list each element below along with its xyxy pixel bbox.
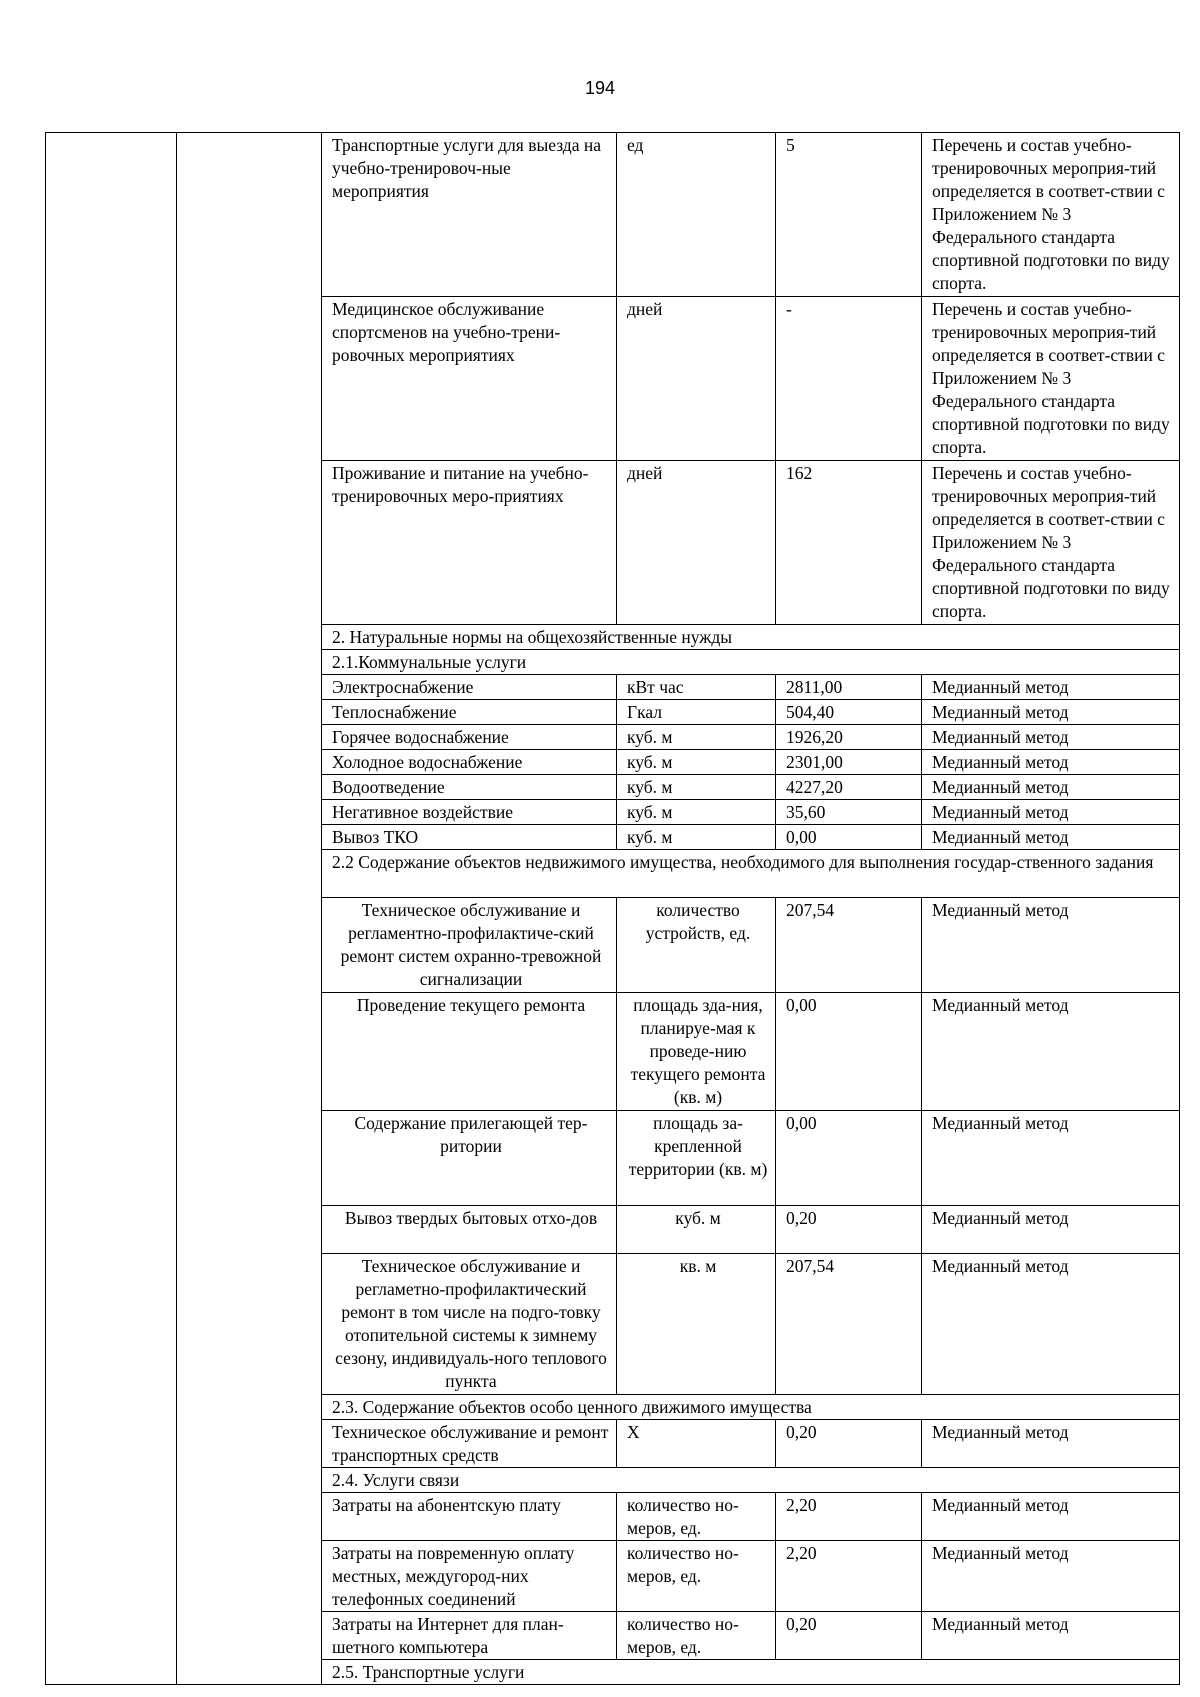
section-heading: 2.3. Содержание объектов особо ценного движимого имущества bbox=[322, 1395, 1180, 1420]
page-number: 194 bbox=[584, 78, 616, 98]
value-cell: 35,60 bbox=[776, 800, 922, 825]
section-heading: 2.1.Коммунальные услуги bbox=[322, 650, 1180, 675]
item-name-cell: Затраты на Интернет для план-шетного компьютера bbox=[322, 1612, 617, 1660]
item-name-cell: Затраты на повременную оплату местных, междугород-них телефонных соединений bbox=[322, 1541, 617, 1612]
value-cell: 2811,00 bbox=[776, 675, 922, 700]
value-cell: 5 bbox=[776, 133, 922, 297]
value-cell: 0,20 bbox=[776, 1420, 922, 1468]
value-cell: 2,20 bbox=[776, 1493, 922, 1541]
blank-column-2 bbox=[177, 133, 322, 1685]
value-cell: 0,20 bbox=[776, 1206, 922, 1254]
value-cell: 1926,20 bbox=[776, 725, 922, 750]
value-cell: 2301,00 bbox=[776, 750, 922, 775]
item-name-cell: Содержание прилегающей тер-ритории bbox=[322, 1111, 617, 1206]
value-cell: 162 bbox=[776, 461, 922, 625]
unit-cell: площадь зда-ния, планируе-мая к проведе-нию текущего ремонта (кв. м) bbox=[617, 993, 776, 1111]
method-cell: Медианный метод bbox=[922, 800, 1180, 825]
unit-cell: площадь за-крепленной территории (кв. м) bbox=[617, 1111, 776, 1206]
value-cell: 2,20 bbox=[776, 1541, 922, 1612]
unit-cell: куб. м bbox=[617, 775, 776, 800]
blank-column-1 bbox=[46, 133, 177, 1685]
item-name-cell: Медицинское обслуживание спортсменов на учебно-трени-ровочных мероприятиях bbox=[322, 297, 617, 461]
method-cell: Медианный метод bbox=[922, 1541, 1180, 1612]
item-name-cell: Техническое обслуживание и регламентно-профилактиче-ский ремонт систем охранно-тревожной сигнализации bbox=[322, 898, 617, 993]
method-cell: Медианный метод bbox=[922, 1254, 1180, 1395]
method-cell: Медианный метод bbox=[922, 750, 1180, 775]
unit-cell: ед bbox=[617, 133, 776, 297]
unit-cell: Гкал bbox=[617, 700, 776, 725]
method-cell: Медианный метод bbox=[922, 675, 1180, 700]
item-name-cell: Транспортные услуги для выезда на учебно-тренировоч-ные мероприятия bbox=[322, 133, 617, 297]
item-name-cell: Вывоз твердых бытовых отхо-дов bbox=[322, 1206, 617, 1254]
unit-cell: Х bbox=[617, 1420, 776, 1468]
item-name-cell: Техническое обслуживание и ремонт транспортных средств bbox=[322, 1420, 617, 1468]
norms-table bbox=[45, 132, 1180, 1685]
unit-cell: количество но-меров, ед. bbox=[617, 1612, 776, 1660]
unit-cell: количество но-меров, ед. bbox=[617, 1541, 776, 1612]
method-cell: Медианный метод bbox=[922, 825, 1180, 850]
method-cell: Перечень и состав учебно-тренировочных мероприя-тий определяется в соответ-ствии с Приложением № 3 Федерального стандарта спортивной подготовки по виду спорта. bbox=[922, 133, 1180, 297]
value-cell: - bbox=[776, 297, 922, 461]
unit-cell: кв. м bbox=[617, 1254, 776, 1395]
table-row bbox=[46, 133, 1180, 297]
value-cell: 207,54 bbox=[776, 1254, 922, 1395]
method-cell: Медианный метод bbox=[922, 898, 1180, 993]
method-cell: Перечень и состав учебно-тренировочных мероприя-тий определяется в соответ-ствии с Приложением № 3 Федерального стандарта спортивной подготовки по виду спорта. bbox=[922, 297, 1180, 461]
section-heading: 2. Натуральные нормы на общехозяйственные нужды bbox=[322, 625, 1180, 650]
item-name-cell: Водоотведение bbox=[322, 775, 617, 800]
method-cell: Медианный метод bbox=[922, 1493, 1180, 1541]
value-cell: 0,00 bbox=[776, 1111, 922, 1206]
unit-cell: дней bbox=[617, 461, 776, 625]
item-name-cell: Холодное водоснабжение bbox=[322, 750, 617, 775]
method-cell: Медианный метод bbox=[922, 700, 1180, 725]
unit-cell: куб. м bbox=[617, 800, 776, 825]
item-name-cell: Электроснабжение bbox=[322, 675, 617, 700]
unit-cell: куб. м bbox=[617, 750, 776, 775]
method-cell: Медианный метод bbox=[922, 775, 1180, 800]
value-cell: 0,00 bbox=[776, 825, 922, 850]
unit-cell: количество устройств, ед. bbox=[617, 898, 776, 993]
item-name-cell: Проживание и питание на учебно-тренировочных меро-приятиях bbox=[322, 461, 617, 625]
value-cell: 0,00 bbox=[776, 993, 922, 1111]
method-cell: Медианный метод bbox=[922, 1111, 1180, 1206]
method-cell: Медианный метод bbox=[922, 1420, 1180, 1468]
method-cell: Медианный метод bbox=[922, 1612, 1180, 1660]
section-heading: 2.5. Транспортные услуги bbox=[322, 1660, 1180, 1685]
unit-cell: кВт час bbox=[617, 675, 776, 700]
item-name-cell: Горячее водоснабжение bbox=[322, 725, 617, 750]
value-cell: 4227,20 bbox=[776, 775, 922, 800]
value-cell: 207,54 bbox=[776, 898, 922, 993]
item-name-cell: Теплоснабжение bbox=[322, 700, 617, 725]
item-name-cell: Вывоз ТКО bbox=[322, 825, 617, 850]
section-heading: 2.4. Услуги связи bbox=[322, 1468, 1180, 1493]
method-cell: Медианный метод bbox=[922, 1206, 1180, 1254]
item-name-cell: Затраты на абонентскую плату bbox=[322, 1493, 617, 1541]
section-heading: 2.2 Содержание объектов недвижимого имущества, необходимого для выполнения государ-ственного задания bbox=[322, 850, 1180, 898]
method-cell: Перечень и состав учебно-тренировочных мероприя-тий определяется в соответ-ствии с Приложением № 3 Федерального стандарта спортивной подготовки по виду спорта. bbox=[922, 461, 1180, 625]
value-cell: 504,40 bbox=[776, 700, 922, 725]
unit-cell: куб. м bbox=[617, 825, 776, 850]
method-cell: Медианный метод bbox=[922, 993, 1180, 1111]
method-cell: Медианный метод bbox=[922, 725, 1180, 750]
unit-cell: количество но-меров, ед. bbox=[617, 1493, 776, 1541]
unit-cell: дней bbox=[617, 297, 776, 461]
item-name-cell: Техническое обслуживание и регламетно-профилактический ремонт в том числе на подго-товку отопительной системы к зимнему сезону, индивидуаль-ного теплового пункта bbox=[322, 1254, 617, 1395]
item-name-cell: Проведение текущего ремонта bbox=[322, 993, 617, 1111]
item-name-cell: Негативное воздействие bbox=[322, 800, 617, 825]
unit-cell: куб. м bbox=[617, 1206, 776, 1254]
unit-cell: куб. м bbox=[617, 725, 776, 750]
value-cell: 0,20 bbox=[776, 1612, 922, 1660]
